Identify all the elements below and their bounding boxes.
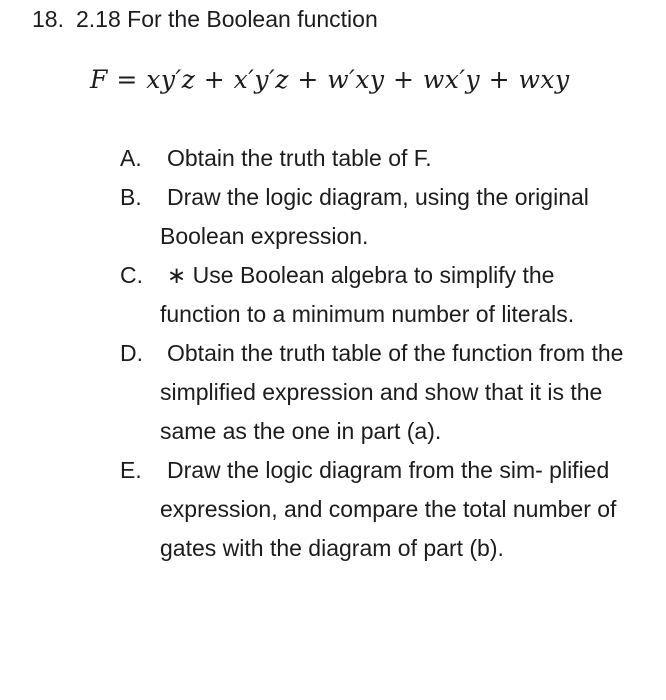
subquestion-list (0, 139, 666, 568)
problem-number: 18. (32, 6, 64, 32)
list-item (0, 139, 666, 178)
problem-heading (32, 3, 378, 35)
item-text: Obtain the truth table of F. (167, 145, 432, 171)
list-item (0, 334, 666, 451)
problem-title: 2.18 For the Boolean function (75, 6, 378, 32)
item-marker: A. (120, 145, 142, 171)
item-text: Obtain the truth table of the function from the simplified expression and show that it is the same as the one in part (a). (160, 340, 624, 444)
list-item (0, 256, 666, 334)
item-text: ∗ Use Boolean algebra to simplify the function to a minimum number of literals. (160, 262, 575, 327)
item-text: Draw the logic diagram from the sim- plified expression, and compare the total number of gates with the diagram of part (b). (160, 457, 617, 561)
formula-rhs: xy′z + x′y′z + w′xy + wx′y + wxy (146, 65, 570, 94)
item-marker: C. (120, 262, 143, 288)
formula-lhs: F (90, 65, 108, 94)
item-text: Draw the logic diagram, using the original Boolean expression. (160, 184, 589, 249)
list-item (0, 178, 666, 256)
item-marker: B. (120, 184, 142, 210)
list-item (0, 451, 666, 568)
boolean-function-formula (90, 62, 570, 98)
formula-equals: = (116, 65, 138, 94)
item-marker: E. (120, 457, 142, 483)
item-marker: D. (120, 340, 143, 366)
